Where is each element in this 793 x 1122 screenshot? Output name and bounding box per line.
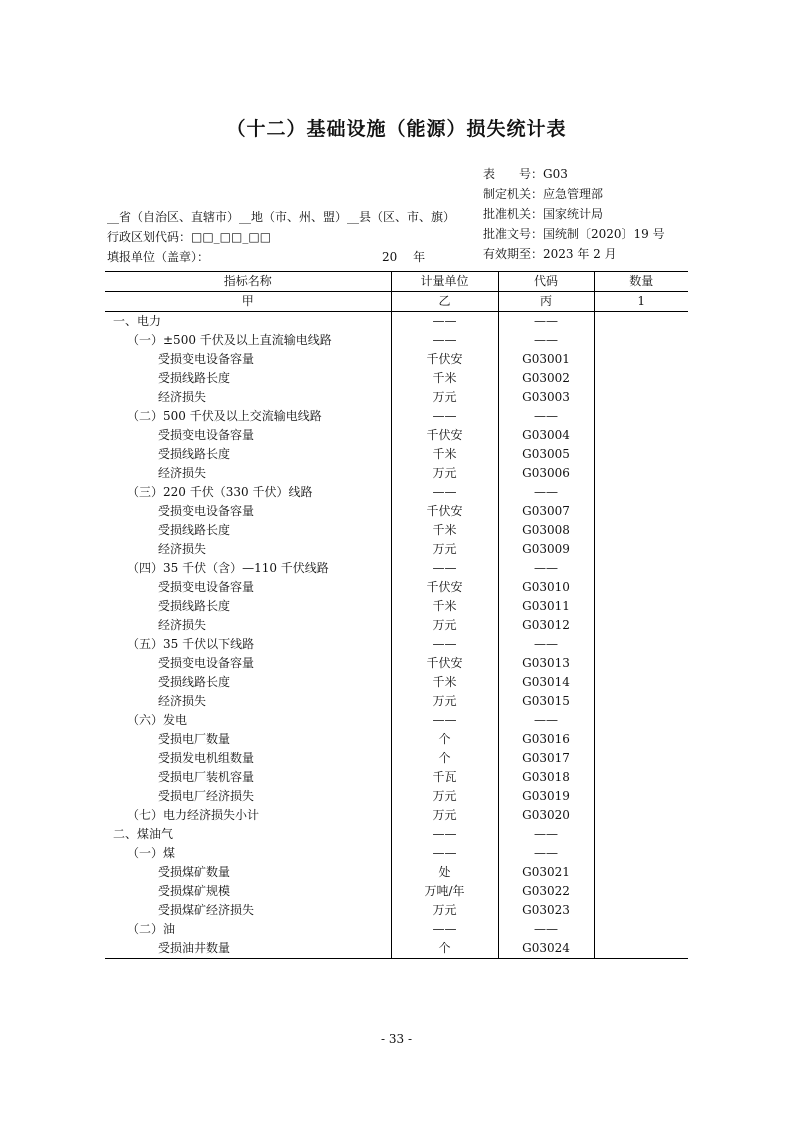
- row-name: （四）35 千伏（含）—110 千伏线路: [127, 561, 329, 575]
- row-quantity[interactable]: [594, 350, 688, 369]
- row-quantity[interactable]: [594, 787, 688, 806]
- row-unit: 万元: [391, 901, 498, 920]
- row-unit: ——: [391, 920, 498, 939]
- row-unit: ——: [391, 844, 498, 863]
- row-code: ——: [498, 825, 594, 844]
- row-quantity[interactable]: [594, 559, 688, 578]
- row-code: G03018: [498, 768, 594, 787]
- row-name: 经济损失: [158, 694, 207, 708]
- row-code: ——: [498, 920, 594, 939]
- table-row: [105, 825, 688, 844]
- row-code: G03013: [498, 654, 594, 673]
- row-name: （二）油: [127, 922, 176, 936]
- row-unit: 万元: [391, 388, 498, 407]
- row-quantity[interactable]: [594, 502, 688, 521]
- row-code: ——: [498, 407, 594, 426]
- row-unit: 万元: [391, 692, 498, 711]
- row-unit: 千伏安: [391, 350, 498, 369]
- row-quantity[interactable]: [594, 597, 688, 616]
- table-row: [105, 445, 688, 464]
- form-metadata: [483, 164, 665, 264]
- row-quantity[interactable]: [594, 901, 688, 920]
- table-row: [105, 407, 688, 426]
- row-unit: ——: [391, 559, 498, 578]
- table-row: [105, 768, 688, 787]
- row-name: （三）220 千伏（330 千伏）线路: [127, 485, 313, 499]
- row-quantity[interactable]: [594, 426, 688, 445]
- page-title: （十二）基础设施（能源）损失统计表: [226, 118, 567, 140]
- row-code: ——: [498, 312, 594, 332]
- row-unit: 千瓦: [391, 768, 498, 787]
- row-unit: 个: [391, 730, 498, 749]
- row-name: 受损电厂装机容量: [158, 770, 255, 784]
- row-quantity[interactable]: [594, 407, 688, 426]
- validity-date: 有效期至：2023 年 2 月: [483, 247, 617, 261]
- table-row: [105, 312, 688, 332]
- row-quantity[interactable]: [594, 388, 688, 407]
- row-code: G03015: [498, 692, 594, 711]
- page-number: - 33 -: [380, 1032, 412, 1046]
- approving-authority: 批准机关：国家统计局: [483, 207, 604, 221]
- row-name: 受损电厂数量: [158, 732, 231, 746]
- row-code: ——: [498, 844, 594, 863]
- row-quantity[interactable]: [594, 483, 688, 502]
- row-code: G03003: [498, 388, 594, 407]
- row-unit: 千米: [391, 521, 498, 540]
- row-code: G03007: [498, 502, 594, 521]
- row-name: （一）±500 千伏及以上直流输电线路: [127, 333, 332, 347]
- row-code: G03006: [498, 464, 594, 483]
- table-row: [105, 787, 688, 806]
- row-name: 受损煤矿规模: [158, 884, 231, 898]
- column-header-code: 代码: [498, 272, 594, 292]
- row-name: 受损煤矿数量: [158, 865, 231, 879]
- row-quantity[interactable]: [594, 654, 688, 673]
- table-row: [105, 483, 688, 502]
- table-row: [105, 350, 688, 369]
- row-code: G03011: [498, 597, 594, 616]
- table-row: [105, 502, 688, 521]
- row-name: （二）500 千伏及以上交流输电线路: [127, 409, 322, 423]
- row-unit: 千伏安: [391, 426, 498, 445]
- row-quantity[interactable]: [594, 369, 688, 388]
- row-unit: 个: [391, 939, 498, 959]
- column-header-unit: 计量单位: [391, 272, 498, 292]
- row-code: G03024: [498, 939, 594, 959]
- row-quantity[interactable]: [594, 863, 688, 882]
- row-name: 经济损失: [158, 466, 207, 480]
- row-unit: 千米: [391, 369, 498, 388]
- row-unit: 千米: [391, 597, 498, 616]
- row-quantity[interactable]: [594, 939, 688, 959]
- row-code: G03001: [498, 350, 594, 369]
- row-unit: 万元: [391, 540, 498, 559]
- row-name: 受损发电机组数量: [158, 751, 255, 765]
- table-row: [105, 730, 688, 749]
- row-code: G03014: [498, 673, 594, 692]
- row-name: 经济损失: [158, 390, 207, 404]
- issuing-authority: 制定机关：应急管理部: [483, 187, 604, 201]
- row-quantity[interactable]: [594, 920, 688, 939]
- row-code: G03022: [498, 882, 594, 901]
- table-row: [105, 616, 688, 635]
- row-unit: ——: [391, 407, 498, 426]
- row-quantity[interactable]: [594, 730, 688, 749]
- row-quantity[interactable]: [594, 882, 688, 901]
- row-name: 经济损失: [158, 618, 207, 632]
- row-code: G03010: [498, 578, 594, 597]
- row-quantity[interactable]: [594, 844, 688, 863]
- reporting-unit: 填报单位（盖章）：: [107, 250, 210, 264]
- row-unit: ——: [391, 635, 498, 654]
- row-quantity[interactable]: [594, 445, 688, 464]
- row-unit: 千米: [391, 673, 498, 692]
- row-code: G03004: [498, 426, 594, 445]
- table-row: [105, 711, 688, 730]
- row-unit: 处: [391, 863, 498, 882]
- table-header-row: [105, 272, 688, 292]
- table-row: [105, 901, 688, 920]
- row-name: 二、煤油气: [113, 827, 174, 841]
- row-name: 受损电厂经济损失: [158, 789, 255, 803]
- row-unit: 万元: [391, 464, 498, 483]
- row-quantity[interactable]: [594, 464, 688, 483]
- row-unit: ——: [391, 483, 498, 502]
- row-quantity[interactable]: [594, 692, 688, 711]
- row-unit: 万元: [391, 806, 498, 825]
- row-name: 受损线路长度: [158, 675, 231, 689]
- column-code-b: 乙: [391, 292, 498, 312]
- row-unit: 万元: [391, 787, 498, 806]
- row-code: G03012: [498, 616, 594, 635]
- row-quantity[interactable]: [594, 540, 688, 559]
- row-code: G03019: [498, 787, 594, 806]
- row-unit: ——: [391, 711, 498, 730]
- table-row: [105, 369, 688, 388]
- row-unit: 千米: [391, 445, 498, 464]
- table-row: [105, 939, 688, 959]
- table-row: [105, 388, 688, 407]
- form-number: 表 号：G03: [483, 167, 568, 181]
- row-quantity[interactable]: [594, 312, 688, 332]
- table-row: [105, 635, 688, 654]
- row-quantity[interactable]: [594, 806, 688, 825]
- column-code-a: 甲: [105, 292, 391, 312]
- row-name: 受损线路长度: [158, 599, 231, 613]
- row-unit: 千伏安: [391, 578, 498, 597]
- row-name: 受损变电设备容量: [158, 656, 255, 670]
- row-quantity[interactable]: [594, 749, 688, 768]
- row-quantity[interactable]: [594, 578, 688, 597]
- row-code: G03005: [498, 445, 594, 464]
- row-code: ——: [498, 483, 594, 502]
- row-name: 受损变电设备容量: [158, 504, 255, 518]
- row-unit: 千伏安: [391, 654, 498, 673]
- table-row: [105, 426, 688, 445]
- report-year: 20 年: [382, 250, 426, 264]
- region-line: __省（自治区、直辖市）__地（市、州、盟）__县（区、市、旗）: [107, 210, 456, 224]
- column-header-quantity: 数量: [594, 272, 688, 292]
- row-code: G03017: [498, 749, 594, 768]
- row-name: 受损油井数量: [105, 939, 391, 959]
- table-row: [105, 540, 688, 559]
- row-code: ——: [498, 559, 594, 578]
- admin-code: 行政区划代码：□□_□□_□□: [107, 230, 272, 244]
- row-quantity[interactable]: [594, 673, 688, 692]
- row-code: G03008: [498, 521, 594, 540]
- row-name: 一、电力: [113, 314, 162, 328]
- table-row: [105, 673, 688, 692]
- row-quantity[interactable]: [594, 616, 688, 635]
- row-name: （六）发电: [127, 713, 188, 727]
- row-unit: 千伏安: [391, 502, 498, 521]
- row-quantity[interactable]: [594, 635, 688, 654]
- column-code-1: 1: [594, 292, 688, 312]
- row-name: 受损变电设备容量: [158, 428, 255, 442]
- row-quantity[interactable]: [594, 711, 688, 730]
- row-code: ——: [498, 331, 594, 350]
- row-name: （五）35 千伏以下线路: [127, 637, 255, 651]
- row-name: 经济损失: [158, 542, 207, 556]
- row-name: 受损煤矿经济损失: [158, 903, 255, 917]
- table-row: [105, 559, 688, 578]
- row-code: G03021: [498, 863, 594, 882]
- row-unit: 个: [391, 749, 498, 768]
- table-row: [105, 844, 688, 863]
- row-code: G03020: [498, 806, 594, 825]
- table-row: [105, 654, 688, 673]
- table-column-code-row: [105, 292, 688, 312]
- table-row: [105, 521, 688, 540]
- row-quantity[interactable]: [594, 331, 688, 350]
- row-name: 受损线路长度: [158, 371, 231, 385]
- table-row: [105, 806, 688, 825]
- table-row: [105, 331, 688, 350]
- loss-statistics-table: [105, 271, 688, 959]
- row-name: （七）电力经济损失小计: [127, 808, 260, 822]
- row-unit: 万吨/年: [391, 882, 498, 901]
- row-unit: ——: [391, 312, 498, 332]
- table-row: [105, 920, 688, 939]
- table-row: [105, 692, 688, 711]
- row-quantity[interactable]: [594, 521, 688, 540]
- approval-document-number: 批准文号：国统制〔2020〕19 号: [483, 227, 665, 241]
- row-code: ——: [498, 635, 594, 654]
- table-row: [105, 882, 688, 901]
- row-code: G03023: [498, 901, 594, 920]
- table-row: [105, 863, 688, 882]
- row-name: 受损线路长度: [158, 523, 231, 537]
- row-code: ——: [498, 711, 594, 730]
- row-name: 受损变电设备容量: [158, 352, 255, 366]
- column-code-c: 丙: [498, 292, 594, 312]
- row-name: （一）煤: [127, 846, 176, 860]
- column-header-indicator: 指标名称: [105, 272, 391, 292]
- row-code: G03002: [498, 369, 594, 388]
- row-name: 受损线路长度: [158, 447, 231, 461]
- row-unit: ——: [391, 825, 498, 844]
- table-row: [105, 597, 688, 616]
- table-row: [105, 578, 688, 597]
- row-code: G03016: [498, 730, 594, 749]
- row-unit: ——: [391, 331, 498, 350]
- table-row: [105, 749, 688, 768]
- row-quantity[interactable]: [594, 825, 688, 844]
- row-unit: 万元: [391, 616, 498, 635]
- row-quantity[interactable]: [594, 768, 688, 787]
- table-row: [105, 464, 688, 483]
- row-code: G03009: [498, 540, 594, 559]
- row-name: 受损变电设备容量: [158, 580, 255, 594]
